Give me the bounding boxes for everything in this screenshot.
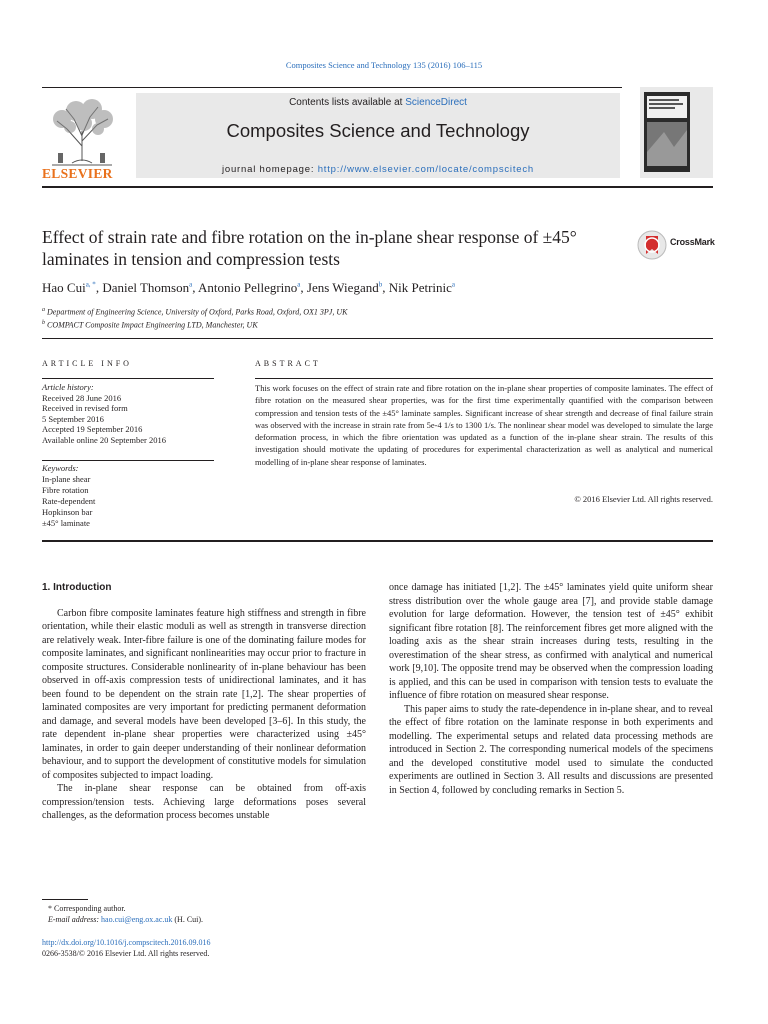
author-affil-mark[interactable]: a (189, 280, 193, 289)
crossmark-badge[interactable] (637, 230, 757, 260)
author-sep: , (95, 280, 103, 295)
author-name[interactable]: Daniel Thomson (102, 280, 190, 295)
top-rule (42, 87, 622, 88)
doi-block (42, 938, 442, 959)
article-info-heading: ARTICLE INFO (42, 359, 132, 368)
abstract-heading: ABSTRACT (255, 359, 321, 368)
keywords-rule (42, 460, 214, 461)
corresponding-author-note: * Corresponding author. (48, 904, 126, 913)
author-affil-mark[interactable]: b (378, 280, 383, 289)
sciencedirect-link[interactable]: ScienceDirect (405, 97, 467, 108)
body-paragraph: once damage has initiated [1,2]. The ±45° laminates yield quite uniform shear stress distribution over the whole gauge area [7], and provide stable damage evolution for large deformation. However, the tension test of ±45° exhibit significant fibre rotation [8]. The reinforcement fibres get more aligned with the loading axis as the shear strain increases during tests, resulting in the overestimation of the shear stress, as confirmed with analytical and numerical work [9,10]. The opposite trend may be observed when the compression loading is applied, and this can be used in comparison with tension tests to evaluate the influence of fibre rotation on measured shear response. (389, 582, 713, 701)
history-item: Accepted 19 September 2016 (42, 424, 143, 434)
contents-prefix: Contents lists available at (289, 97, 406, 108)
keyword-item: In-plane shear (42, 474, 91, 484)
journal-cover-image (644, 92, 690, 172)
footnote-rule (42, 899, 88, 900)
elsevier-wordmark: ELSEVIER (42, 166, 113, 181)
affiliation-rule (42, 338, 713, 339)
keyword-item: Fibre rotation (42, 485, 89, 495)
journal-cover[interactable] (640, 87, 713, 178)
contents-line (136, 97, 620, 108)
article-title: Effect of strain rate and fibre rotation on the in-plane shear response of ±45° laminates in tension and compression tests (42, 227, 577, 269)
abstract-rule (255, 378, 713, 379)
author-sep: , (382, 280, 389, 295)
email-suffix: (H. Cui). (172, 914, 204, 924)
affiliations (42, 305, 722, 330)
homepage-link[interactable]: http://www.elsevier.com/locate/compscitech (317, 164, 535, 175)
history-item: 5 September 2016 (42, 413, 104, 424)
history-item: Available online 20 September 2016 (42, 434, 167, 445)
body-column-right (389, 581, 713, 797)
author-sep: , (300, 280, 307, 295)
issn-line: 0266-3538/© 2016 Elsevier Ltd. All rights reserved. (42, 948, 210, 958)
article-info-rule (42, 378, 214, 379)
section-heading-introduction: 1. Introduction (42, 582, 112, 593)
affiliation-item (42, 318, 722, 331)
body-column-left (42, 581, 366, 823)
author-affil-mark[interactable]: a (297, 280, 301, 289)
crossmark-icon (637, 230, 667, 260)
journal-citation[interactable]: Composites Science and Technology 135 (2016) 106–115 (285, 60, 483, 70)
author-sep: , (192, 280, 198, 295)
email-note (48, 915, 448, 926)
history-item: Received 28 June 2016 (42, 392, 122, 403)
body-paragraph: The in-plane shear response can be obtained from off-axis compression/tension tests. Achieving large deformations poses several challenges, as the deformation process becomes unstable (42, 783, 366, 821)
author-affil-mark[interactable]: a, * (85, 280, 96, 289)
affiliation-mark: a (42, 307, 45, 313)
email-label: E-mail address: (48, 914, 102, 924)
history-label: Article history: (42, 382, 94, 392)
keyword-item: Hopkinson bar (42, 507, 93, 517)
masthead-banner (136, 93, 620, 178)
author-name[interactable]: Hao Cui (42, 280, 86, 295)
doi-link[interactable]: http://dx.doi.org/10.1016/j.compscitech.2016.09.016 (42, 938, 211, 947)
keywords (42, 463, 217, 529)
footnotes (48, 904, 448, 925)
masthead-rule (42, 186, 713, 188)
affiliation-text: COMPACT Composite Impact Engineering LTD, Manchester, UK (47, 320, 258, 330)
keyword-item: Rate-dependent (42, 496, 96, 506)
author-list (42, 280, 722, 296)
body-top-rule (42, 540, 713, 542)
affiliation-mark: b (42, 319, 45, 326)
body-paragraph: This paper aims to study the rate-dependence in in-plane shear, and to reveal the effect of fibre rotation on the laminate response in both experiments and modelling. The experimental setups and related data processing methods are introduced in Section 2. The corresponding numerical models of the specimens and the developed constitutive model used to simulate the conducted experiments are outlined in Section 3. All results and discussions are presented in Section 4, followed by concluding remarks in Section 5. (389, 703, 713, 796)
history-item: Received in revised form (42, 403, 128, 413)
affiliation-item (42, 305, 722, 318)
body-paragraph: Carbon fibre composite laminates feature high stiffness and strength in fibre orientation, while their elastic moduli as well as strength in transverse direction are relatively weak. Inter-fibre failure is one of the dominating failure modes for composite laminates, and significant nonlinearities may occur prior to fracture in composite structures. Considerable nonlinearity of in-plane behaviour has been observed in off-axis compression tests of unidirectional laminates, and it has been found to be dependent on the strain rate [1,2]. The shear properties of laminated composites are very important for predicting permanent deformation and damage, and several models have been developed [3–6]. In this study, the rate dependent in-plane shear properties were characterized using ±45° laminates, in order to gain deeper understanding of their nonlinear deformation behaviour, and to support the development of constitutive models for simulation of composites subjected to impact loading. (42, 607, 366, 781)
abstract-copyright: © 2016 Elsevier Ltd. All rights reserved. (574, 494, 713, 504)
journal-title: Composites Science and Technology (226, 120, 530, 141)
author-name[interactable]: Antonio Pellegrino (198, 280, 298, 295)
keyword-item: ±45° laminate (42, 518, 90, 528)
author-name[interactable]: Nik Petrinic (388, 280, 452, 295)
homepage-line (136, 164, 620, 175)
abstract-text: This work focuses on the effect of strain rate and fibre rotation on the in-plane shear properties of composite laminates. The effect of fibre rotation on the measured shear properties, was for the first time experimentally quantified with the comparison between compression and tension tests of the ±45° laminate samples. Significant increase of shear strength and decrease of final failure strain was observed with the increase in strain rate from 5e-4 1/s to 1300 1/s. The nonlinear shear model was developed to simulate the large deformation process, in which the fibre orientation was updated as a function of the in-plane shear strain. The results of this investigation should motivate the updating of procedures for experimental characterization as well as analytical and numerical modelling of in-plane shear response of laminates. (255, 383, 713, 467)
email-link[interactable]: hao.cui@eng.ox.ac.uk (101, 914, 173, 924)
crossmark-label: CrossMark (670, 237, 715, 247)
keywords-label: Keywords: (42, 463, 79, 473)
affiliation-text: Department of Engineering Science, University of Oxford, Parks Road, Oxford, OX1 3PJ, UK (47, 307, 348, 317)
article-history (42, 382, 217, 445)
homepage-prefix: journal homepage: (221, 164, 318, 175)
author-affil-mark[interactable]: a (451, 280, 456, 289)
author-name[interactable]: Jens Wiegand (306, 280, 379, 295)
